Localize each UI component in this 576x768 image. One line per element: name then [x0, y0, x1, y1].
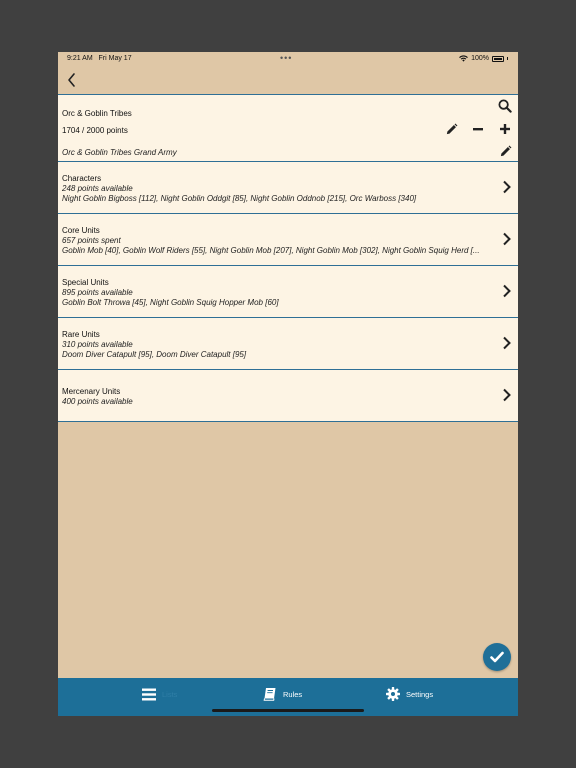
increase-points-button[interactable]: [498, 122, 512, 136]
section-points: 895 points available: [62, 288, 133, 297]
search-icon: [498, 99, 512, 113]
section-points: 657 points spent: [62, 236, 121, 245]
chevron-left-icon: [64, 72, 80, 88]
section-title: Core Units: [62, 226, 100, 235]
chevron-right-icon: [502, 388, 512, 402]
tab-lists[interactable]: [142, 686, 177, 702]
section-units: Night Goblin Bigboss [112], Night Goblin Oddgit [85], Night Goblin Oddnob [215], Orc Warboss [340]: [62, 194, 417, 203]
section-units: Goblin Mob [40], Goblin Wolf Riders [55], Night Goblin Mob [207], Night Goblin Mob [302], Night Goblin Squig Herd [...: [62, 246, 480, 255]
pencil-icon: [445, 123, 458, 136]
section-points: 248 points available: [62, 184, 133, 193]
tab-rules[interactable]: [263, 686, 302, 702]
battery-tip: [507, 57, 508, 60]
section-points: 310 points available: [62, 340, 133, 349]
section-special-units[interactable]: [58, 266, 518, 318]
status-time: [67, 55, 132, 62]
tab-label: Rules: [283, 689, 303, 699]
battery-icon: [492, 56, 504, 62]
section-title: Rare Units: [62, 330, 100, 339]
status-right: [459, 55, 508, 62]
book-icon: [263, 687, 277, 701]
section-mercenary-units[interactable]: [58, 370, 518, 422]
army-subtitle: Orc & Goblin Tribes Grand Army: [62, 148, 177, 157]
edit-points-button[interactable]: [444, 122, 458, 136]
minus-icon: [472, 123, 484, 135]
edit-name-button[interactable]: [498, 144, 512, 158]
army-points: 1704 / 2000 points: [62, 126, 128, 135]
section-characters[interactable]: [58, 162, 518, 214]
search-button[interactable]: [498, 99, 512, 113]
pencil-icon: [499, 145, 512, 158]
home-indicator[interactable]: [212, 709, 364, 712]
app-window: [58, 52, 518, 716]
list-icon: [142, 688, 156, 701]
checkmark-icon: [490, 651, 504, 663]
section-title: Mercenary Units: [62, 387, 121, 396]
gear-icon: [386, 687, 400, 701]
status-bar: [58, 52, 518, 66]
chevron-right-icon: [502, 232, 512, 246]
multitask-dots[interactable]: •••: [280, 53, 293, 63]
section-units: Doom Diver Catapult [95], Doom Diver Catapult [95]: [62, 350, 247, 359]
time-text: 9:21 AM: [67, 55, 93, 62]
plus-icon: [499, 123, 511, 135]
tab-label: Settings: [406, 689, 434, 699]
confirm-button[interactable]: [483, 643, 511, 671]
section-units: Goblin Bolt Throwa [45], Night Goblin Squig Hopper Mob [60]: [62, 298, 279, 307]
nav-bar: [58, 66, 518, 94]
section-title: Special Units: [62, 278, 109, 287]
battery-percent: 100%: [471, 55, 489, 62]
chevron-right-icon: [502, 284, 512, 298]
decrease-points-button[interactable]: [471, 122, 485, 136]
section-points: 400 points available: [62, 397, 133, 406]
tab-settings[interactable]: [386, 686, 433, 702]
army-name: Orc & Goblin Tribes: [62, 109, 132, 118]
section-rare-units[interactable]: [58, 318, 518, 370]
back-button[interactable]: [64, 72, 80, 88]
tab-label: Lists: [162, 689, 178, 699]
wifi-icon: [459, 55, 468, 62]
chevron-right-icon: [502, 336, 512, 350]
section-core-units[interactable]: [58, 214, 518, 266]
date-text: Fri May 17: [98, 55, 132, 62]
section-title: Characters: [62, 174, 102, 183]
army-header-card: [58, 94, 518, 162]
chevron-right-icon: [502, 180, 512, 194]
tab-bar: [58, 678, 518, 716]
